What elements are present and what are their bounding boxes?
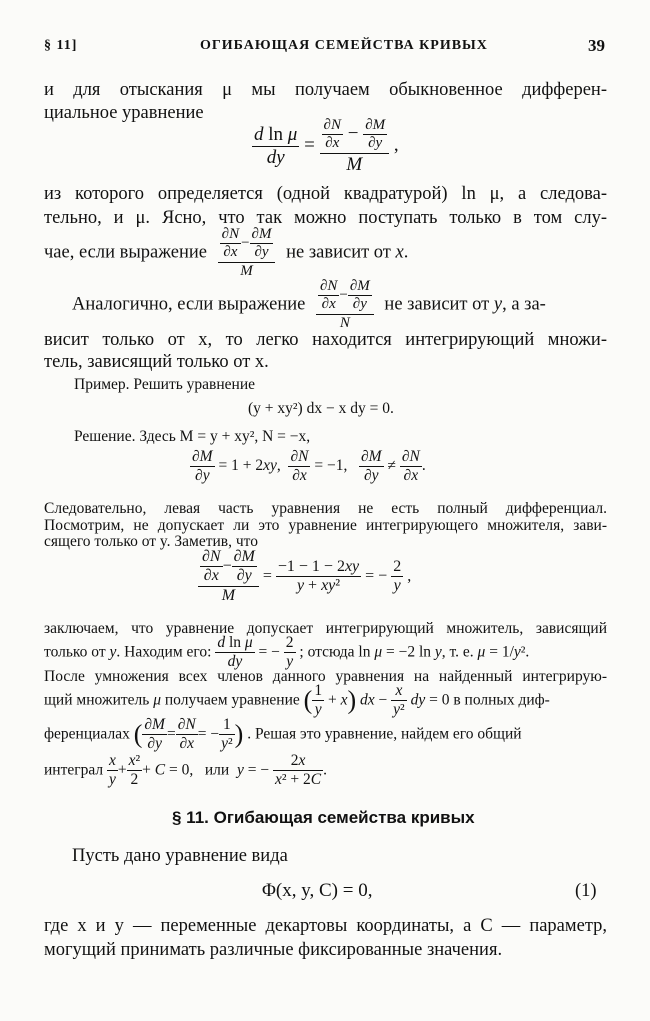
p3-line3: тель, зависящий только от x. xyxy=(44,352,269,372)
example-equation: (y + xy²) dx − x dy = 0. xyxy=(248,400,394,417)
p1-line2: циальное уравнение xyxy=(44,103,204,123)
p3-line1: Аналогично, если выражение $\frac{\partial N}{\partial x}$ − $\frac{\partial M}{\partial y}$ N не зависит от y, а за- xyxy=(72,278,546,331)
solution-label: Решение. Здесь M = y + xy², N = −x, xyxy=(74,428,311,445)
solution-equation: $\frac{\partial M}{\partial y}$ = 1 + 2xy, $\frac{\partial N}{\partial x}$ = −1, $\frac{\partial M}{\partial y}$ ≠ $\frac{\partial N}{\partial x}$ . xyxy=(192,448,426,484)
p2-line1: из которого определяется (одной квадратурой) ln μ, а следова- xyxy=(44,184,607,204)
example-label: Пример. Решить уравнение xyxy=(74,376,256,393)
section-marker: § 11] xyxy=(44,38,78,53)
equation-3: Φ(x, y, C) = 0, xyxy=(262,880,373,901)
p2-line2: тельно, и μ. Ясно, что так можно поступать только в том слу- xyxy=(44,208,607,228)
p1-line1: и для отыскания μ мы получаем обыкновенное дифферен- xyxy=(44,80,607,100)
p3-line2: висит только от x, то легко находится интегрирующий множи- xyxy=(44,330,607,350)
page-number: 39 xyxy=(588,36,605,55)
p5-line6: интеграл $\frac{x}{y}$ + $\frac{\text{x²}}{2}$ + C = 0, или y = − $\frac{2x}{\text{x² + 2C}}$ . xyxy=(44,752,327,788)
p5-line4: щий множитель μ получаем уравнение ( $\frac{1}{y}$ + x) dx − $\frac{x}{\text{y²}}$ dy = 0 в полных диф- xyxy=(44,682,550,718)
p4-line2: Посмотрим, не допускает ли это уравнение интегрирующего множителя, зави- xyxy=(44,517,607,534)
p2-line3: чае, если выражение $\frac{\partial N}{\partial x}$ − $\frac{\partial M}{\partial y}$ M не зависит от x. xyxy=(44,226,409,279)
equation-2: $\frac{\partial N}{\partial x}$ − $\frac{\partial M}{\partial y}$ M = $\frac{-1 - 1 - 2xy}{\text{y + xy²}}$ = − $\frac{2}{y}$ , xyxy=(198,548,411,605)
p7-line1: где x и y — переменные декартовы координаты, а C — параметр, xyxy=(44,916,607,936)
p4-line3: сящего только от y. Заметив, что xyxy=(44,533,258,550)
section-title: § 11. Огибающая семейства кривых xyxy=(172,808,475,827)
p6-line1: Пусть дано уравнение вида xyxy=(72,846,288,866)
p7-line2: могущий принимать различные фиксированные значения. xyxy=(44,940,503,960)
p5-line3: После умножения всех членов данного уравнения на найденный интегрирую- xyxy=(44,668,607,685)
equation-3-number: (1) xyxy=(575,881,597,901)
p5-line5: ференциалах ( $\frac{\partial M}{\partial y}$ = $\frac{\partial N}{\partial x}$ = − $\frac{1}{\text{y²}}$ ) . Решая это уравнение, найдем его общий xyxy=(44,716,522,752)
p4-line1: Следовательно, левая часть уравнения не есть полный дифференциал. xyxy=(44,500,607,517)
equation-1: $\frac{\text{d ln μ}}{dy}$ = $\frac{\partial N}{\partial x}$ − $\frac{\partial M}{\partial y}$ M , xyxy=(254,117,399,175)
p5-line1: заключаем, что уравнение допускает интегрирующий множитель, зависящий xyxy=(44,620,607,637)
p5-line2: только от y. Находим его: $\frac{\text{d ln μ}}{dy}$ = − $\frac{2}{y}$ ; отсюда ln μ = −2 ln y, т. е. μ = 1/y². xyxy=(44,634,530,670)
running-title: ОГИБАЮЩАЯ СЕМЕЙСТВА КРИВЫХ xyxy=(200,38,488,53)
